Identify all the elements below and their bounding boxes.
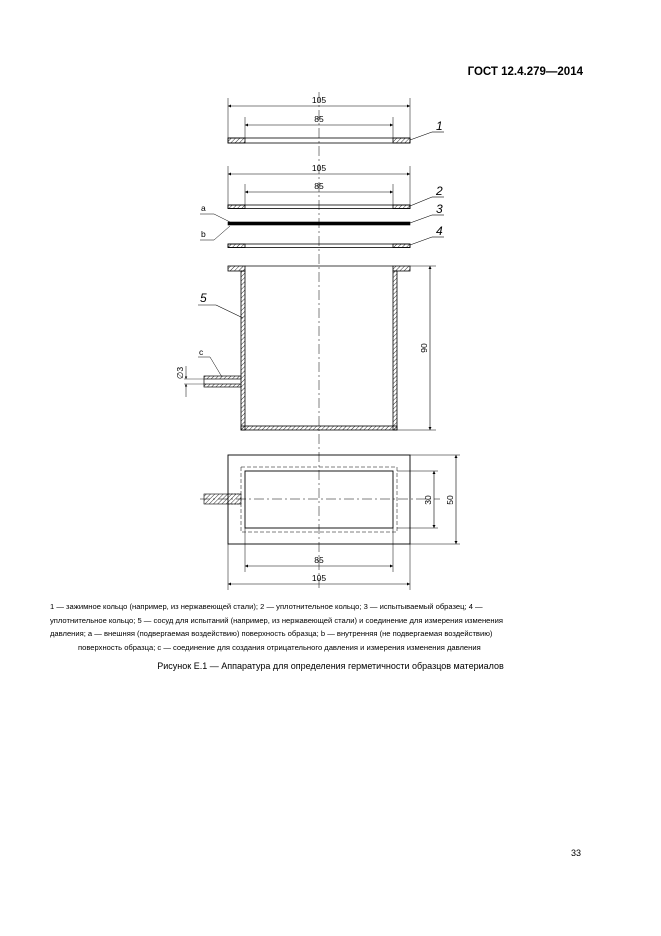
dim-top-outer-width: 50 <box>445 495 455 505</box>
clamping-ring-1 <box>228 95 444 143</box>
standard-header: ГОСТ 12.4.279—2014 <box>467 66 583 78</box>
dim-pipe-diameter: ∅3 <box>175 366 185 380</box>
sealing-ring-4 <box>228 224 444 248</box>
callout-c: c <box>199 347 204 357</box>
legend-line-4: поверхность образца; c — соединение для создания отрицательного давления и измерения изменения давления <box>78 642 481 652</box>
legend-line-1: 1 — зажимное кольцо (например, из нержавеющей стали); 2 — уплотнительное кольцо; 3 — испытываемый образец; 4 — <box>50 602 483 611</box>
dim-top-inner-length: 85 <box>314 555 324 565</box>
dim-top-inner-width: 30 <box>423 495 433 505</box>
figure-caption: Рисунок Е.1 — Аппаратура для определения герметичности образцов материалов <box>157 661 504 671</box>
callout-a: a <box>201 203 206 213</box>
figure-legend <box>50 600 580 654</box>
callout-4: 4 <box>436 224 443 238</box>
dim-ring2-outer: 105 <box>311 163 327 173</box>
page-number: 33 <box>570 848 581 858</box>
callout-3: 3 <box>436 202 443 216</box>
callout-5: 5 <box>200 291 207 305</box>
dim-ring1-outer: 105 <box>311 95 327 105</box>
sealing-ring-2 <box>228 163 444 209</box>
top-view <box>200 455 460 590</box>
legend-line-2: уплотнительное кольцо; 5 — сосуд для испытаний (например, из нержавеющей стали) и соединение для измерения изменения <box>50 615 503 625</box>
dim-ring2-inner: 85 <box>314 181 324 191</box>
legend-line-3: давления; a — внешняя (подвергаемая воздействию) поверхность образца; b — внутренняя (не подвергаемая воздействию) <box>50 629 493 638</box>
dim-vessel-height: 90 <box>419 343 429 353</box>
callout-2: 2 <box>436 184 443 198</box>
dim-ring1-inner: 85 <box>314 114 324 124</box>
test-vessel-5 <box>175 266 436 430</box>
dim-top-outer-length: 105 <box>311 573 327 583</box>
callout-b: b <box>201 229 206 239</box>
callout-1: 1 <box>436 119 443 133</box>
